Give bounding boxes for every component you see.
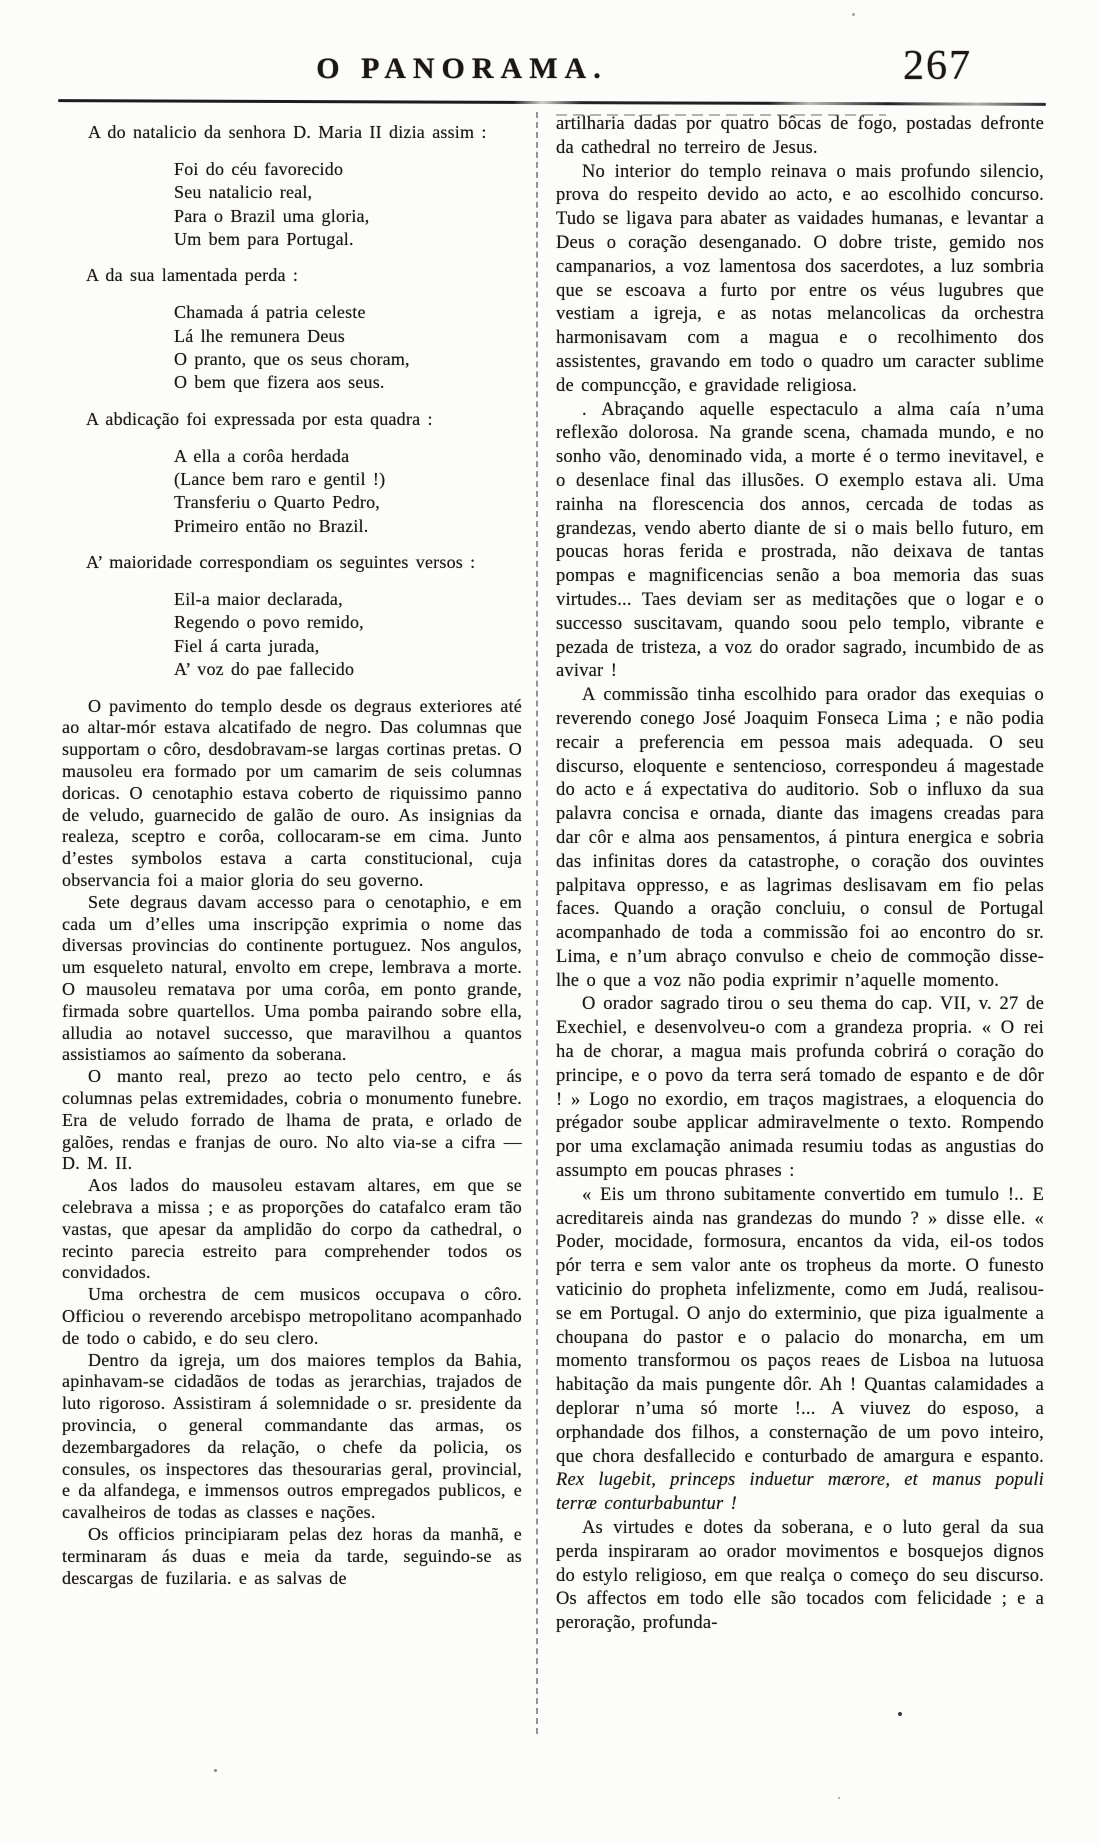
- poem-line: Para o Brazil uma gloria,: [174, 205, 370, 226]
- poem-line: O pranto, que os seus choram,: [174, 349, 410, 370]
- poem-stanza-birth: [174, 158, 522, 252]
- body-paragraph: artilharia dadas por quatro bôcas de fogo, postadas defronte da cathedral no terreiro de Jesus.: [556, 114, 1044, 158]
- poem-line: Foi do céu favorecido: [174, 158, 344, 179]
- section-lead-abdication: A abdicação foi expressada por esta quadra :: [86, 408, 433, 429]
- poem-line: Regendo o povo remido,: [174, 612, 364, 633]
- header-rule: [58, 99, 1046, 105]
- left-column: [62, 122, 522, 1589]
- body-paragraph: Sete degraus davam accesso para o cenotaphio, e em cada um d’elles uma inscripção exprimia o nome das diversas provincias do continente portuguez. Nos angulos, um esqueleto natural, envolto em crepe, lembrava a morte. O mausoleu rematava por uma corôa, em ponto grande, firmada sobre quartellos. Uma pomba pairando sobre ella, alludia ao notavel successo, que maravilhou a quantos assistiamos ao saímento da soberana.: [62, 891, 522, 1065]
- body-paragraph: A commissão tinha escolhido para orador das exequias o reverendo conego José Joaquim Fonseca Lima ; e não podia recair a preferencia em pessoa mais adequada. O seu discurso, eloquente e sentencioso, correspondeu á magestade do acto e á expectativa do auditorio. Sob o influxo da sua palavra concisa e ornada, diante das imagens creadas para dar côr e alma aos pensamentos, á pintura energica e sobria das infinitas dores da catastrophe, o coração dos ouvintes palpitava oppresso, e as lagrimas deslisavam em fio pelas faces. Quando a oração concluiu, o consul de Portugal acompanhado de toda a commissão foi ao encontro do sr. Lima, e n’um abraço convulso e cheio de commoção disse-lhe o que a voz não podia exprimir n’aquelle momento.: [556, 685, 1044, 991]
- body-paragraph: Uma orchestra de cem musicos occupava o côro. Officiou o reverendo arcebispo metropolitano acompanhado de todo o cabido, e do seu clero.: [62, 1284, 522, 1348]
- column-divider: [536, 112, 538, 1734]
- body-paragraph: Os officios principiaram pelas dez horas da manhã, e terminaram ás duas e meia da tarde, seguindo-se as descargas de fuzilaria. e as salvas de: [62, 1523, 522, 1588]
- poem-line: Primeiro então no Brazil.: [174, 515, 369, 536]
- scan-speck: [214, 1769, 217, 1772]
- poem-line: A ella a corôa herdada: [174, 445, 350, 466]
- section-lead-majority: A’ maioridade correspondiam os seguintes versos :: [86, 552, 476, 573]
- right-column: [556, 113, 1044, 1636]
- body-paragraph: Aos lados do mausoleu estavam altares, em que se celebrava a missa ; e as proporções do catafalco eram tão vastas, que apesar da amplidão do corpo da cathedral, o recinto parecia estreito para comprehender todos os convidados.: [62, 1175, 522, 1283]
- poem-line: Chamada á patria celeste: [174, 302, 366, 323]
- body-paragraph: No interior do templo reinava o mais profundo silencio, prova do respeito devido ao acto, e ao escolhido concurso. Tudo se ligava para abater as vaidades humanas, e levantar a Deus o coração desenganado. O dobre triste, gemido nos campanarios, a voz lamentosa dos sacerdotes, a luz sombria que se escoava a furto por entre os véus lugubres que vestiam a igreja, e as notas melancolicas da orchestra harmonisavam com a magua e o recolhimento dos assistentes, gravando em todo o quadro um caracter sublime de compuncção, e gravidade religiosa.: [556, 161, 1044, 396]
- body-paragraph: O orador sagrado tirou o seu thema do cap. VII, v. 27 de Exechiel, e desenvolveu-o com a grandeza propria. « O rei ha de chorar, a magua mais profunda cobrirá o coração do principe, e o povo da terra será tomado de espanto e de dôr ! » Logo no exordio, em traços magistraes, a eloquencia do prégador soube applicar admiravelmente o texto. Rompendo por uma exclamação animada resumiu todas as angustias do assumpto em poucas phrases :: [556, 994, 1044, 1182]
- poem-stanza-majority: [174, 588, 522, 682]
- page-number: 267: [903, 43, 972, 89]
- poem-line: Seu natalicio real,: [174, 182, 313, 203]
- poem-line: Lá lhe remunera Deus: [174, 325, 345, 346]
- body-paragraph-with-latin: [556, 1184, 1044, 1517]
- scan-speck: [898, 1712, 902, 1716]
- journal-title: O PANORAMA.: [316, 52, 608, 85]
- poem-line: Um bem para Portugal.: [174, 229, 354, 250]
- body-paragraph: O manto real, prezo ao tecto pelo centro, e ás columnas pelas extremidades, cobria o monumento funebre. Era de veludo forrado de lhama de prata, e orlado de galões, rendas e franjas de ouro. No alto via-se a cifra — D. M. II.: [62, 1066, 522, 1174]
- latin-phrase: Rex lugebit, princeps induetur mærore, et manus populi terræ conturbabuntur !: [556, 1470, 1044, 1515]
- poem-line: Transferiu o Quarto Pedro,: [174, 492, 381, 513]
- poem-stanza-abdication: [174, 445, 522, 539]
- scan-speck: [852, 13, 855, 16]
- body-paragraph-text: « Eis um throno subitamente convertido em tumulo !.. E acreditareis ainda nas grandezas do mundo ? » disse elle. « Poder, mocidade, formosura, encantos da vida, eil-os todos pór terra e sem valor ante os tropheus da morte. O funesto vaticinio do propheta infelizmente, como em Judá, realisou-se em Portugal. O anjo do exterminio, que piza igualmente a choupana do pastor e o palacio do monarcha, em um momento transformou os paços reaes de Lisboa na lutuosa habitação da mais pungente dôr. Ah ! Quantas calamidades a deplorar n’uma só morte !... A viuvez do esposo, a orphandade dos filhos, a consternação de um povo inteiro, que chora desfallecido e conturbado de amargura e espanto.: [556, 1184, 1044, 1467]
- scan-speck: [838, 1797, 840, 1799]
- poem-line: (Lance bem raro e gentil !): [174, 469, 386, 490]
- intro-paragraph: A do natalicio da senhora D. Maria II dizia assim :: [88, 122, 487, 142]
- poem-line: Eil-a maior declarada,: [174, 589, 343, 610]
- body-paragraph: O pavimento do templo desde os degraus exteriores até ao altar-mór estava alcatifado de negro. Das columnas que supportam o côro, desdobravam-se largas cortinas pretas. O mausoleu era formado por um camarim de seis columnas doricas. O cenotaphio estava coberto de riquissimo panno de veludo, guarnecido de galão de ouro. As insignias da realeza, sceptro e corôa, collocaram-se em cima. Junto d’estes symbolos estava a carta constitucional, cuja observancia foi a maior gloria do seu governo.: [62, 695, 522, 891]
- body-paragraph: . Abraçando aquelle espectaculo a alma caía n’uma reflexão dolorosa. Na grande scena, chamada mundo, e no sonho vão, denominado vida, a morte é o termo inevitavel, e o desenlace final das illusões. O exemplo estava ali. Uma rainha na florescencia dos annos, cercada de todas as grandezas, vendo aberto diante de si o mais bello futuro, em poucas horas ferida e prostrada, não deixava de tantas pompas e magnificencias senão a boa memoria das suas virtudes... Taes deviam ser as meditações que o logar e o successo suscitavam, quando soou pelo templo, vibrante e pezada de tristeza, a voz do orador sagrado, incumbido de as avivar !: [556, 399, 1044, 682]
- poem-line: A’ voz do pae fallecido: [174, 659, 355, 680]
- poem-stanza-loss: [174, 301, 522, 395]
- body-paragraph: Dentro da igreja, um dos maiores templos da Bahia, apinhavam-se cidadãos de todas as jerarchias, trajados de luto rigoroso. Assistiram á solemnidade o sr. presidente da provincia, o general commandante das armas, os dezembargadores da relação, o chefe da policia, os consules, os inspectores das thesourarias geral, provincial, e da alfandega, e immensos outros empregados publicos, e cavalheiros de todas as classes e nações.: [62, 1349, 522, 1523]
- section-lead-loss: A da sua lamentada perda :: [86, 265, 299, 286]
- poem-line: Fiel á carta jurada,: [174, 635, 320, 656]
- poem-line: O bem que fizera aos seus.: [174, 372, 385, 393]
- body-paragraph: As virtudes e dotes da soberana, e o luto geral da sua perda inspiraram ao orador movimentos e bosquejos dignos do estylo religioso, em que realça o começo do seu discurso. Os affectos em todo elle são tocados com felicidade ; e a peroração, profunda-: [556, 1518, 1044, 1634]
